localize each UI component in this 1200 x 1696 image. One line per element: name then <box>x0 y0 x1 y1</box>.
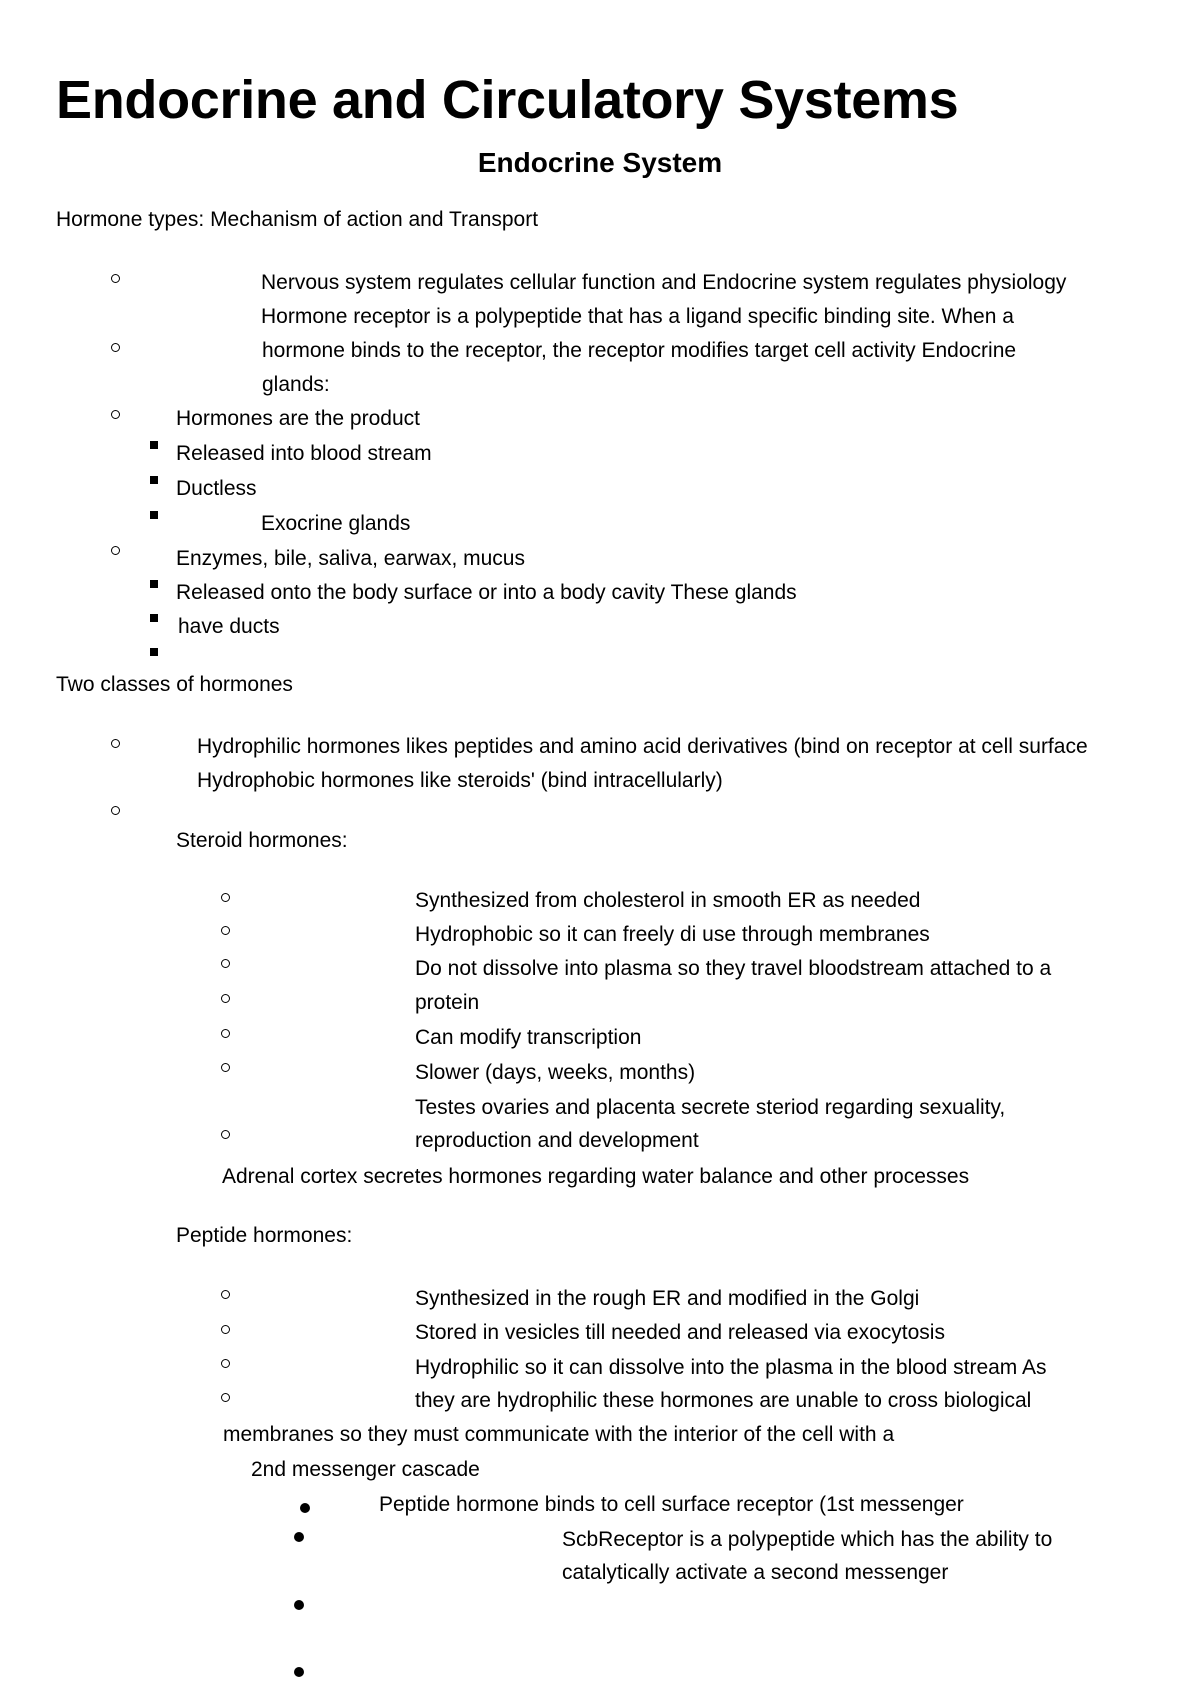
circle-bullet-icon <box>221 1325 230 1334</box>
list-item: protein <box>415 991 480 1014</box>
list-item: Can modify transcription <box>415 1026 642 1049</box>
list-item: hormone binds to the receptor, the receptor modifies target cell activity Endocrine <box>262 339 1017 362</box>
list-item: membranes so they must communicate with the interior of the cell with a <box>223 1423 895 1446</box>
circle-bullet-icon <box>221 1393 230 1402</box>
list-item: catalytically activate a second messenger <box>562 1561 949 1584</box>
dot-bullet-icon <box>294 1532 304 1542</box>
list-item: Hormones are the product <box>176 407 420 430</box>
list-item: Adrenal cortex secretes hormones regarding water balance and other processes <box>222 1165 970 1188</box>
circle-bullet-icon <box>111 410 120 419</box>
list-item: 2nd messenger cascade <box>251 1458 480 1481</box>
square-bullet-icon <box>150 476 158 484</box>
circle-bullet-icon <box>111 739 120 748</box>
list-item: reproduction and development <box>415 1129 699 1152</box>
list-item: Do not dissolve into plasma so they travel bloodstream attached to a <box>415 957 1052 980</box>
dot-bullet-icon <box>294 1667 304 1677</box>
square-bullet-icon <box>150 441 158 449</box>
subheading-peptide-hormones: Peptide hormones: <box>176 1224 353 1247</box>
section-heading-hormone-types: Hormone types: Mechanism of action and Transport <box>56 208 539 231</box>
list-item: Synthesized from cholesterol in smooth ER as needed <box>415 889 921 912</box>
circle-bullet-icon <box>221 1130 230 1139</box>
circle-bullet-icon <box>221 1290 230 1299</box>
circle-bullet-icon <box>111 806 120 815</box>
list-item: Released into blood stream <box>176 442 432 465</box>
list-item: Hydrophobic so it can freely di use through membranes <box>415 923 930 946</box>
dot-bullet-icon <box>300 1503 310 1513</box>
list-item: ScbReceptor is a polypeptide which has the ability to <box>562 1528 1053 1551</box>
circle-bullet-icon <box>111 546 120 555</box>
list-item: have ducts <box>178 615 280 638</box>
subheading-steroid-hormones: Steroid hormones: <box>176 829 348 852</box>
circle-bullet-icon <box>221 1063 230 1072</box>
list-item: Stored in vesicles till needed and released via exocytosis <box>415 1321 945 1344</box>
list-item: Slower (days, weeks, months) <box>415 1061 696 1084</box>
circle-bullet-icon <box>111 343 120 352</box>
list-item: Enzymes, bile, saliva, earwax, mucus <box>176 547 525 570</box>
square-bullet-icon <box>150 648 158 656</box>
circle-bullet-icon <box>221 1359 230 1368</box>
page-title: Endocrine and Circulatory Systems <box>56 70 959 130</box>
section-title: Endocrine System <box>477 147 723 178</box>
circle-bullet-icon <box>111 274 120 283</box>
list-item: Hydrophilic so it can dissolve into the plasma in the blood stream As <box>415 1356 1047 1379</box>
list-item: Synthesized in the rough ER and modified in the Golgi <box>415 1287 920 1310</box>
dot-bullet-icon <box>294 1600 304 1610</box>
list-item: Hydrophobic hormones like steroids' (bind intracellularly) <box>197 769 723 792</box>
list-item: Hydrophilic hormones likes peptides and amino acid derivatives (bind on receptor at cell surface <box>197 735 1088 758</box>
circle-bullet-icon <box>221 959 230 968</box>
list-item: Nervous system regulates cellular function and Endocrine system regulates physiology <box>261 271 1067 294</box>
circle-bullet-icon <box>221 994 230 1003</box>
square-bullet-icon <box>150 580 158 588</box>
list-item: glands: <box>262 373 330 396</box>
circle-bullet-icon <box>221 893 230 902</box>
list-item: Hormone receptor is a polypeptide that has a ligand specific binding site. When a <box>261 305 1014 328</box>
section-heading-two-classes: Two classes of hormones <box>56 673 293 696</box>
circle-bullet-icon <box>221 926 230 935</box>
list-item: Released onto the body surface or into a body cavity These glands <box>176 581 797 604</box>
circle-bullet-icon <box>221 1029 230 1038</box>
square-bullet-icon <box>150 511 158 519</box>
list-item: Testes ovaries and placenta secrete steriod regarding sexuality, <box>415 1096 1006 1119</box>
list-item: they are hydrophilic these hormones are unable to cross biological <box>415 1389 1032 1412</box>
list-item: Ductless <box>176 477 257 500</box>
square-bullet-icon <box>150 614 158 622</box>
list-item: Peptide hormone binds to cell surface receptor (1st messenger <box>379 1493 964 1516</box>
list-item: Exocrine glands <box>261 512 411 535</box>
